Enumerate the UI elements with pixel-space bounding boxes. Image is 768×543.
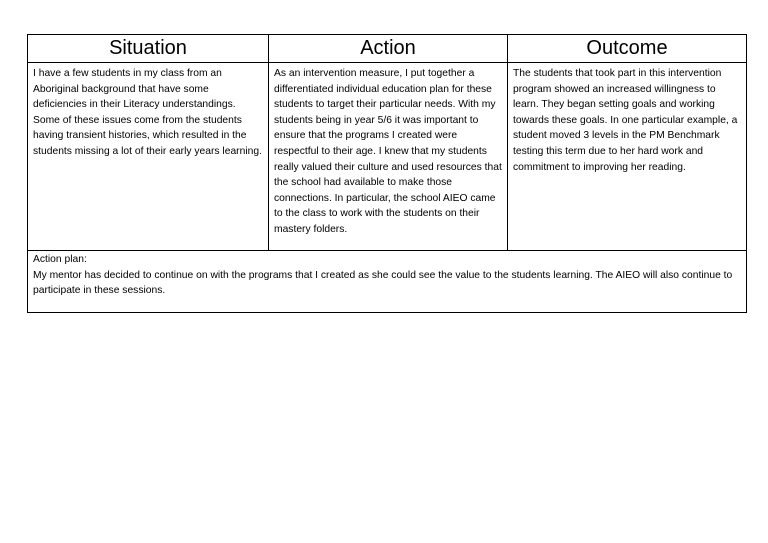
cell-action: As an intervention measure, I put together a differentiated individual education plan for these students to target their particular needs. With my students being in year 5/6 it was important to ensure that the programs I created were respectful to their age. I knew that my students really valued their culture and used resources that the school had available to make those connections. In particular, the school AIEO came to the class to work with the students on their mastery folders. <box>268 63 507 250</box>
action-plan-label: Action plan: <box>33 254 87 265</box>
table-header-row <box>28 35 746 63</box>
cell-outcome: The students that took part in this intervention program showed an increased willingness to learn. They began setting goals and working towards these goals. In one particular example, a student moved 3 levels in the PM Benchmark testing this term due to her hard work and commitment to improving her reading. <box>507 63 746 250</box>
header-action: Action <box>268 35 507 62</box>
header-situation: Situation <box>109 37 187 59</box>
cell-situation: I have a few students in my class from an Aboriginal background that have some deficiencies in their Literacy understandings. Some of these issues come from the students having transient histories, which resulted in the students missing a lot of their early years learning. <box>33 68 262 157</box>
header-outcome: Outcome <box>507 35 746 62</box>
action-plan-text: My mentor has decided to continue on with the programs that I created as she could see the value to the students learning. The AIEO will also continue to participate in these sessions. <box>33 269 733 297</box>
table-body-row <box>28 63 746 251</box>
reflection-table <box>27 34 747 313</box>
action-plan-section <box>28 251 746 313</box>
